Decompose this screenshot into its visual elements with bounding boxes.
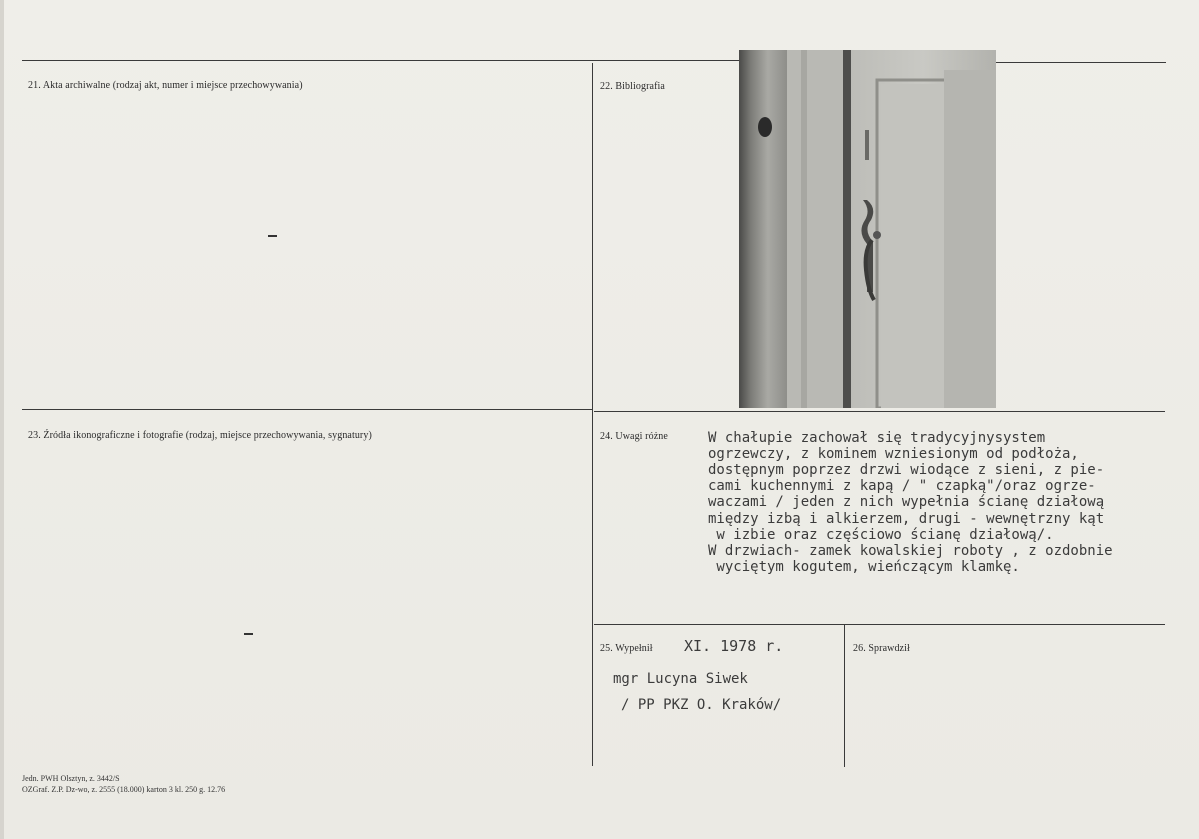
field-26-label: 26. Sprawdził [853, 643, 910, 654]
field-25-label: 25. Wypełnił [600, 643, 653, 654]
field-23-empty-dash [244, 633, 253, 635]
section-25-26-divider [844, 625, 845, 767]
filled-by-name: mgr Lucyna Siwek [613, 671, 748, 687]
remarks-line: waczami / jeden z nich wypełnia ścianę działową [708, 494, 1105, 511]
vertical-divider [592, 63, 593, 766]
remarks-line: cami kuchennymi z kapą / " czapką"/oraz ogrze- [708, 478, 1096, 495]
filled-by-organization: / PP PKZ O. Kraków/ [621, 697, 782, 713]
field-21-empty-dash [268, 235, 277, 237]
door-photo [739, 50, 996, 408]
field-22-label: 22. Bibliografia [600, 81, 665, 92]
remarks-line: W chałupie zachował się tradycyjnysystem [708, 430, 1046, 446]
top-rule [22, 60, 740, 61]
field-23-label: 23. Źródła ikonograficzne i fotografie (rodzaj, miejsce przechowywania, sygnatury) [28, 430, 372, 441]
remarks-line: wyciętym kogutem, wieńczącym klamkę. [708, 558, 1020, 575]
footer-line-1: Jedn. PWH Olsztyn, z. 3442/S [22, 774, 120, 783]
top-rule-right [996, 62, 1166, 63]
field-21-label: 21. Akta archiwalne (rodzaj akt, numer i miejsce przechowywania) [28, 80, 303, 91]
remarks-line: ogrzewczy, z kominem wzniesionym od podłoża, [708, 446, 1079, 463]
middle-rule-right [594, 411, 1165, 412]
door-photo-drawing [739, 50, 996, 408]
section-25-top-rule [594, 624, 1165, 625]
field-24-label: 24. Uwagi różne [600, 431, 668, 442]
footer-line-2: OZGraf. Z.P. Dz-wo, z. 2555 (18.000) karton 3 kl. 250 g. 12.76 [22, 785, 226, 794]
middle-rule [22, 409, 592, 410]
remarks-line: dostępnym poprzez drzwi wiodące z sieni, z pie- [708, 462, 1105, 479]
filled-date: XI. 1978 r. [684, 637, 784, 655]
remarks-line: W drzwiach- zamek kowalskiej roboty , z ozdobnie [708, 542, 1113, 559]
remarks-line: między izbą i alkierzem, drugi - wewnętrzny kąt [708, 510, 1105, 527]
remarks-line: w izbie oraz częściowo ścianę działową/. [708, 526, 1054, 543]
